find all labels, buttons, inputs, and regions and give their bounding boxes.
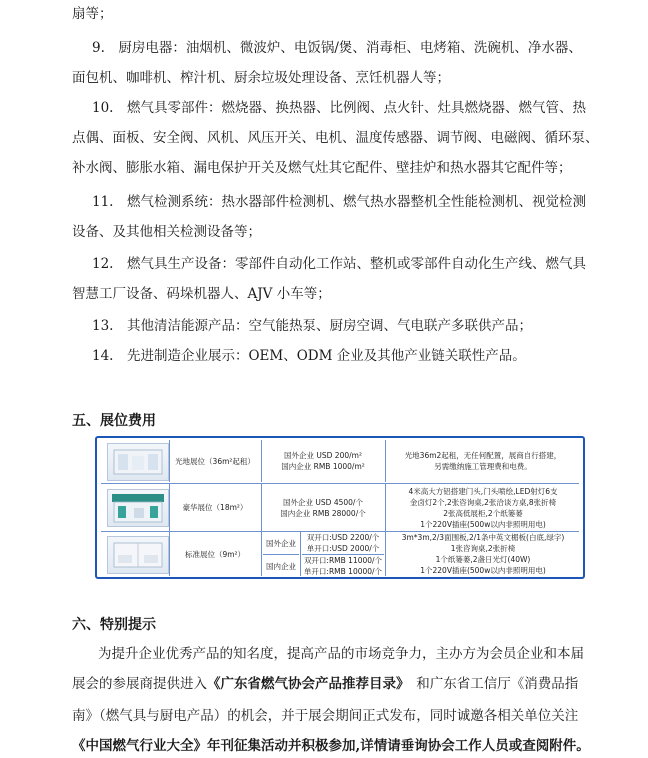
table-row (101, 440, 579, 482)
text-line: 设备、及其他相关检测设备等； (72, 224, 261, 240)
text-line: 点偶、面板、安全阀、风机、风压开关、电机、温度传感器、调节阀、电磁阀、循环泵、 (72, 130, 599, 146)
table-row (101, 483, 579, 531)
text-line: 扇等； (72, 6, 113, 22)
notice-line-bold: 《中国燃气行业大全》年刊征集活动并积极参加,详情请垂询协会工作人员或查阅附件。 (72, 738, 590, 754)
notice-line: 南》（燃气具与厨电产品）的机会，并于展会期间正式发布，同时诚邀各相关单位关注 (72, 708, 579, 724)
price-cell: 双开口:RMB 11000/个 单开口:RMB 10000/个 (303, 556, 383, 576)
section-heading: 五、展位费用 (72, 413, 156, 429)
text-line: 14. 先进制造企业展示：OEM、ODM 企业及其他产业链关联性产品。 (92, 348, 526, 364)
text-line: 11. 燃气检测系统：热水器部件检测机、燃气热水器整机全性能检测机、视觉检测 (92, 194, 586, 210)
text-line: 面包机、咖啡机、榨汁机、厨余垃圾处理设备、烹饪机器人等； (72, 70, 450, 86)
notice-line: 为提升企业优秀产品的知名度，提高产品的市场竞争力，主办方为会员企业和本届 (98, 646, 584, 662)
text-line: 智慧工厂设备、码垛机器人、AJV 小车等； (72, 286, 331, 302)
price-cell: 国外企业 USD 200/m² 国内企业 RMB 1000/m² (281, 451, 365, 471)
company-group-label: 国外企业 (266, 538, 296, 548)
text-line: 12. 燃气具生产设备：零部件自动化工作站、整机或零部件自动化生产线、燃气具 (92, 256, 586, 272)
notice-line: 展会的参展商提供进入《广东省燃气协会产品推荐目录》 和广东省工信厅《消费品指 (72, 676, 579, 692)
booth-notes: 4米高大方铝搭建门头,门头喷绘,LED射灯6支 金卤灯2个,2张咨询桌,2张洽谈方桌,8张折椅 2张高低展柜,2个纸篓蒌 1个220V插座(500w以内非照明用电) (408, 486, 558, 529)
table-row (101, 531, 579, 576)
text-line: 13. 其他清洁能源产品：空气能热泵、厨房空调、气电联产多联供产品； (92, 318, 532, 334)
booth-notes: 3m*3m,2/3面围板,2/1条中英文楣板(白底,绿字) 1张咨询桌,2张折椅 1个纸篓蒌,2盏日光灯(40W) 1个220V插座(500w以内非照明用电) (401, 533, 565, 575)
booth-type: 标准展位（9m²） (184, 549, 246, 559)
text-line: 10. 燃气具零部件：燃烧器、换热器、比例阀、点火针、灶具燃烧器、燃气管、热 (92, 100, 586, 116)
booth-image (107, 443, 169, 481)
price-cell: 双开口:USD 2200/个 单开口:USD 2000/个 (306, 533, 380, 553)
section-heading: 六、特别提示 (72, 617, 156, 633)
booth-image (107, 489, 169, 527)
booth-type: 豪华展位（18m²） (182, 503, 248, 512)
booth-fee-table (95, 436, 585, 579)
booth-notes: 光地36m2起租，无任何配置，展商自行搭建， 另需缴纳施工管理费和电费。 (404, 451, 562, 471)
booth-image (107, 536, 169, 574)
text-line: 9. 厨房电器：油烟机、微波炉、电饭锅/煲、消毒柜、电烤箱、洗碗机、净水器、 (92, 40, 582, 56)
text-line: 补水阀、膨胀水箱、漏电保护开关及燃气灶其它配件、壁挂炉和热水器其它配件等； (72, 160, 572, 176)
price-cell: 国外企业 USD 4500/个 国内企业 RMB 28000/个 (280, 497, 366, 518)
company-group-label: 国内企业 (263, 554, 299, 577)
booth-type: 光地展位（36m²起租） (175, 456, 255, 466)
